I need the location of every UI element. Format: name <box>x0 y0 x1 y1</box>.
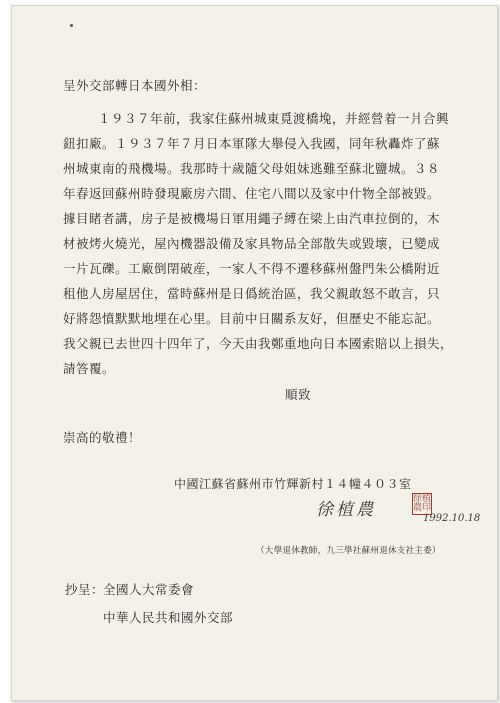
signature-name: 徐植農 <box>316 500 376 520</box>
body-line-1: １９３７年前，我家住蘇州城東覓渡橋堍，并經營着一爿合興 <box>98 111 450 126</box>
cc-label: 抄呈： <box>65 582 105 597</box>
letter-page <box>11 5 498 701</box>
body-line-2: 鈕扣廠。１９３７年７月日本軍隊大舉侵入我國，同年秋轟炸了蘇 <box>63 136 441 151</box>
body-line-6: 材被烤火燒光，屋內機器設備及家具物品全部散失或毀壞，已變成 <box>63 236 441 251</box>
regards: 崇高的敬禮！ <box>63 430 142 445</box>
signature-seal: 徐植農印 <box>413 494 432 513</box>
body-line-8: 租他人房屋居住，當時蘇州是日僞統治區，我父親敢怒不敢言，只 <box>63 286 441 301</box>
body-line-10: 我父親已去世四十四年了，今天由我鄭重地向日本國索賠以上損失， <box>63 336 454 351</box>
closing: 順致 <box>285 387 312 402</box>
salutation: 呈外交部轉日本國外相： <box>63 78 207 93</box>
cc-recipient-1: 全國人大常委會 <box>103 582 195 597</box>
body-line-3: 州城東南的飛機場。我那時十歲隨父母姐妹逃難至蘇北鹽城。３８ <box>63 161 441 176</box>
body-line-5: 據目睹者講，房子是被機場日軍用繩子縛在梁上由汽車拉倒的，木 <box>63 211 441 226</box>
body-line-9: 好將怨憤默默地埋在心里。目前中日關系友好，但歷史不能忘記。 <box>63 311 441 326</box>
body-line-11: 請答覆。 <box>63 361 116 376</box>
signature-date: 1992.10.18 <box>423 513 481 524</box>
punch-mark <box>70 24 73 27</box>
body-line-7: 一片瓦礫。工廠倒閉破産，一家人不得不遷移蘇州盤門朱公橋附近 <box>63 261 441 276</box>
cc-recipient-2: 中華人民共和國外交部 <box>103 610 234 625</box>
address: 中國江蘇省蘇州市竹輝新村１４幢４０３室 <box>174 477 412 491</box>
body-line-4: 年春返回蘇州時發現廠房六間、住宅八間以及家中什物全部被毀。 <box>63 186 441 201</box>
author-note: （大學退休教師，九三學社蘇州退休支社主委） <box>256 546 441 556</box>
